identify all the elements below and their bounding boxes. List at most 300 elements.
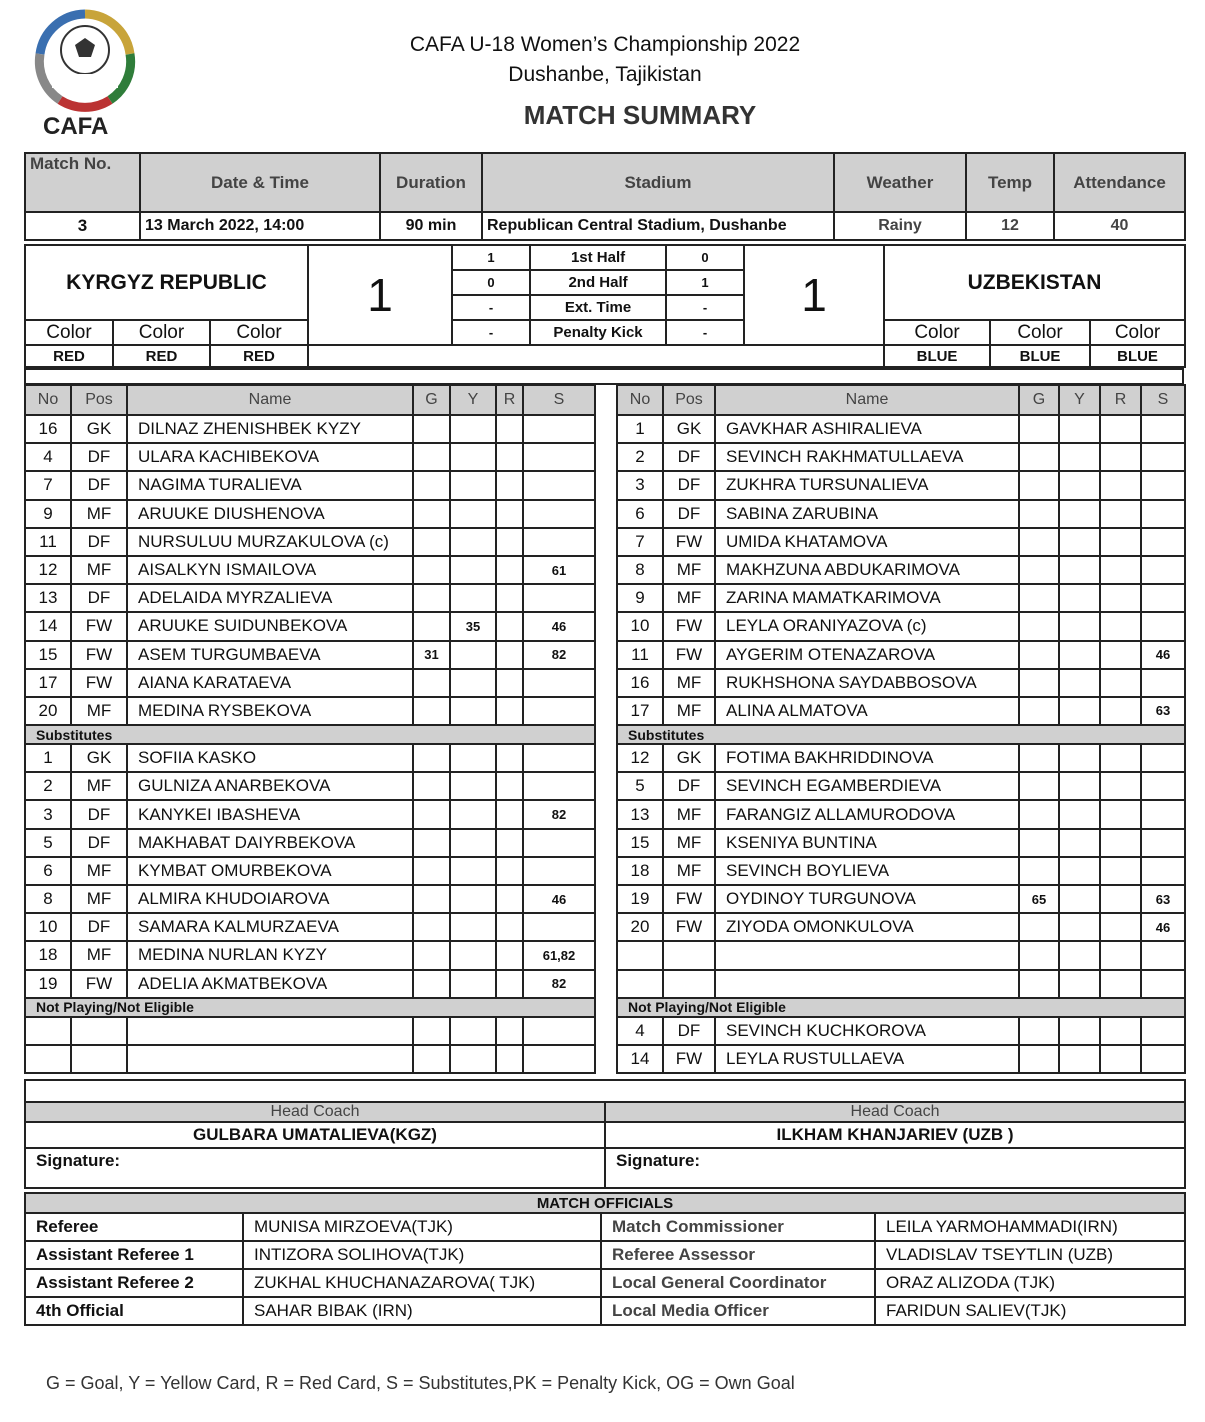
player-row: [25, 1045, 595, 1073]
player-g: [413, 612, 450, 640]
document-title: MATCH SUMMARY: [523, 100, 757, 130]
player-row: [25, 612, 595, 640]
score-table: [24, 244, 1186, 368]
player-row: [25, 415, 595, 443]
player-g: [1019, 913, 1059, 941]
official-name: FARIDUN SALIEV(TJK): [875, 1297, 1185, 1325]
player-r: [496, 697, 523, 725]
player-g: [413, 669, 450, 697]
player-r: [496, 443, 523, 471]
player-s: [1141, 415, 1185, 443]
player-pos: [71, 1017, 127, 1045]
player-r: [496, 970, 523, 998]
player-s: [1141, 772, 1185, 800]
official-role: Local Media Officer: [601, 1297, 875, 1325]
home-color-label-2: Color: [113, 320, 210, 345]
player-r: [1100, 1017, 1141, 1045]
player-r: [1100, 443, 1141, 471]
player-pos: MF: [71, 500, 127, 528]
player-pos: [663, 941, 715, 969]
player-pos: MF: [71, 697, 127, 725]
player-y: [1059, 885, 1100, 913]
player-name: SABINA ZARUBINA: [715, 500, 1019, 528]
player-no: 19: [617, 885, 663, 913]
away-color-2: BLUE: [990, 345, 1090, 367]
player-y: [1059, 641, 1100, 669]
official-role: Assistant Referee 2: [25, 1269, 243, 1297]
player-no: 1: [617, 415, 663, 443]
player-s: 46: [1141, 913, 1185, 941]
value-match-no: 3: [25, 212, 140, 240]
player-g: [413, 471, 450, 499]
player-g: [413, 885, 450, 913]
player-name: UMIDA KHATAMOVA: [715, 528, 1019, 556]
section-np_label: Not Playing/Not Eligible: [617, 998, 1185, 1017]
value-attendance: 40: [1054, 212, 1185, 240]
player-g: [413, 772, 450, 800]
player-r: [1100, 829, 1141, 857]
player-y: [450, 885, 496, 913]
player-pos: MF: [71, 885, 127, 913]
player-g: [413, 415, 450, 443]
player-row: [25, 556, 595, 584]
player-no: 2: [617, 443, 663, 471]
player-r: [1100, 556, 1141, 584]
player-y: [1059, 800, 1100, 828]
player-pos: DF: [71, 584, 127, 612]
player-no: 9: [617, 584, 663, 612]
player-r: [496, 500, 523, 528]
player-name: AYGERIM OTENAZAROVA: [715, 641, 1019, 669]
player-pos: FW: [71, 970, 127, 998]
player-y: [450, 829, 496, 857]
official-name: ORAZ ALIZODA (TJK): [875, 1269, 1185, 1297]
official-role: Local General Coordinator: [601, 1269, 875, 1297]
player-s: [523, 913, 595, 941]
player-row: [617, 584, 1185, 612]
player-r: [496, 556, 523, 584]
player-no: [25, 1017, 71, 1045]
player-no: 7: [617, 528, 663, 556]
player-no: 20: [25, 697, 71, 725]
player-s: [1141, 970, 1185, 998]
player-s: [1141, 669, 1185, 697]
player-pos: DF: [663, 500, 715, 528]
official-name: INTIZORA SOLIHOVA(TJK): [243, 1241, 601, 1269]
officials-title: MATCH OFFICIALS: [25, 1193, 1185, 1213]
player-name: NURSULUU MURZAKULOVA (c): [127, 528, 413, 556]
player-r: [496, 885, 523, 913]
player-pos: [663, 970, 715, 998]
player-g: [1019, 829, 1059, 857]
player-g: [1019, 772, 1059, 800]
player-g: [1019, 800, 1059, 828]
away-1st-half: 0: [666, 245, 744, 270]
score-spacer: [308, 345, 884, 367]
home-1st-half: 1: [452, 245, 530, 270]
player-pos: MF: [663, 800, 715, 828]
player-y: [450, 772, 496, 800]
away-color-label-3: Color: [1090, 320, 1185, 345]
player-r: [1100, 500, 1141, 528]
player-no: 16: [25, 415, 71, 443]
home-ext-time: -: [452, 295, 530, 320]
player-r: [496, 528, 523, 556]
player-s: 82: [523, 970, 595, 998]
official-row: [25, 1297, 1185, 1325]
player-name: ZIYODA OMONKULOVA: [715, 913, 1019, 941]
player-row: [617, 913, 1185, 941]
player-g: [413, 528, 450, 556]
player-pos: DF: [71, 800, 127, 828]
player-name: GULNIZA ANARBEKOVA: [127, 772, 413, 800]
official-name: VLADISLAV TSEYTLIN (UZB): [875, 1241, 1185, 1269]
column-header-name: Name: [715, 385, 1019, 415]
column-header-no: No: [25, 385, 71, 415]
official-role: Referee: [25, 1213, 243, 1241]
player-y: [450, 857, 496, 885]
coach-spacer: [25, 1080, 1185, 1102]
player-pos: FW: [663, 528, 715, 556]
away-color-3: BLUE: [1090, 345, 1185, 367]
player-s: [523, 471, 595, 499]
player-g: [1019, 415, 1059, 443]
coach-table: [24, 1079, 1186, 1189]
player-pos: MF: [71, 857, 127, 885]
player-name: OYDINOY TURGUNOVA: [715, 885, 1019, 913]
away-coach-label: Head Coach: [605, 1102, 1185, 1122]
player-name: SAMARA KALMURZAEVA: [127, 913, 413, 941]
legend-text: G = Goal, Y = Yellow Card, R = Red Card, S = Substitutes,PK = Penalty Kick, OG = Own Goal: [46, 1373, 795, 1393]
official-role: Assistant Referee 1: [25, 1241, 243, 1269]
player-pos: FW: [71, 669, 127, 697]
player-s: [523, 669, 595, 697]
player-y: [450, 800, 496, 828]
player-pos: MF: [663, 857, 715, 885]
official-role: Match Commissioner: [601, 1213, 875, 1241]
player-y: 35: [450, 612, 496, 640]
player-row: [25, 829, 595, 857]
player-s: [523, 415, 595, 443]
player-s: [1141, 941, 1185, 969]
label-stadium: Stadium: [482, 153, 834, 212]
column-header-y: Y: [1059, 385, 1100, 415]
away-roster-table: [616, 384, 1186, 1074]
away-penalty: -: [666, 320, 744, 345]
home-signature: Signature:: [25, 1148, 605, 1188]
match-info-table: [24, 152, 1186, 241]
player-r: [1100, 415, 1141, 443]
home-2nd-half: 0: [452, 270, 530, 295]
player-pos: DF: [71, 913, 127, 941]
player-name: [127, 1017, 413, 1045]
player-s: [523, 772, 595, 800]
away-signature: Signature:: [605, 1148, 1185, 1188]
player-g: [413, 1045, 450, 1073]
player-no: 2: [25, 772, 71, 800]
player-row: [617, 528, 1185, 556]
player-g: [1019, 669, 1059, 697]
column-header-g: G: [413, 385, 450, 415]
player-row: [617, 612, 1185, 640]
home-coach-name: GULBARA UMATALIEVA(KGZ): [25, 1122, 605, 1148]
period-ext-time: Ext. Time: [530, 295, 666, 320]
player-y: [450, 528, 496, 556]
official-row: [25, 1269, 1185, 1297]
player-r: [496, 772, 523, 800]
official-row: [25, 1213, 1185, 1241]
player-row: [25, 471, 595, 499]
player-s: [1141, 744, 1185, 772]
player-row: [617, 800, 1185, 828]
player-no: 20: [617, 913, 663, 941]
player-y: [1059, 471, 1100, 499]
column-header-r: R: [1100, 385, 1141, 415]
player-pos: FW: [663, 641, 715, 669]
player-r: [1100, 471, 1141, 499]
label-attendance: Attendance: [1054, 153, 1185, 212]
player-pos: FW: [663, 913, 715, 941]
player-row: [25, 800, 595, 828]
player-row: [25, 584, 595, 612]
player-g: [413, 697, 450, 725]
player-pos: MF: [71, 772, 127, 800]
player-g: [1019, 528, 1059, 556]
player-row: [25, 528, 595, 556]
player-name: SEVINCH BOYLIEVA: [715, 857, 1019, 885]
player-pos: DF: [663, 772, 715, 800]
player-r: [496, 584, 523, 612]
player-y: [450, 500, 496, 528]
player-y: [1059, 1045, 1100, 1073]
player-g: [413, 556, 450, 584]
player-pos: FW: [663, 885, 715, 913]
player-row: [617, 556, 1185, 584]
player-r: [496, 744, 523, 772]
away-color-label-2: Color: [990, 320, 1090, 345]
player-s: [523, 857, 595, 885]
column-header-name: Name: [127, 385, 413, 415]
player-no: [25, 1045, 71, 1073]
player-row: [25, 913, 595, 941]
value-duration: 90 min: [380, 212, 482, 240]
period-2nd-half: 2nd Half: [530, 270, 666, 295]
player-pos: GK: [71, 415, 127, 443]
player-pos: GK: [71, 744, 127, 772]
player-g: [413, 829, 450, 857]
player-r: [1100, 1045, 1141, 1073]
value-stadium: Republican Central Stadium, Dushanbe: [482, 212, 834, 240]
player-pos: GK: [663, 744, 715, 772]
player-g: [1019, 744, 1059, 772]
column-header-r: R: [496, 385, 523, 415]
player-g: [413, 941, 450, 969]
player-r: [496, 857, 523, 885]
column-header-s: S: [1141, 385, 1185, 415]
player-pos: DF: [71, 829, 127, 857]
player-y: [1059, 697, 1100, 725]
player-name: ADELAIDA MYRZALIEVA: [127, 584, 413, 612]
player-y: [1059, 970, 1100, 998]
player-row: [617, 829, 1185, 857]
player-y: [450, 744, 496, 772]
player-r: [1100, 772, 1141, 800]
player-y: [450, 970, 496, 998]
player-y: [1059, 528, 1100, 556]
player-no: 13: [617, 800, 663, 828]
player-row: [25, 443, 595, 471]
player-row: [617, 857, 1185, 885]
player-row: [617, 443, 1185, 471]
player-name: FOTIMA BAKHRIDDINOVA: [715, 744, 1019, 772]
player-no: 15: [617, 829, 663, 857]
player-g: [1019, 641, 1059, 669]
player-s: 63: [1141, 697, 1185, 725]
player-g: [1019, 857, 1059, 885]
player-row: [25, 500, 595, 528]
player-g: [413, 744, 450, 772]
player-s: 61: [523, 556, 595, 584]
player-s: [523, 443, 595, 471]
player-g: [1019, 1045, 1059, 1073]
player-no: 5: [25, 829, 71, 857]
officials-table: [24, 1192, 1186, 1326]
player-name: MEDINA RYSBEKOVA: [127, 697, 413, 725]
player-g: [1019, 1017, 1059, 1045]
period-penalty-kick: Penalty Kick: [530, 320, 666, 345]
player-g: [413, 970, 450, 998]
home-total-score: 1: [308, 245, 452, 345]
player-no: 3: [25, 800, 71, 828]
player-pos: MF: [663, 669, 715, 697]
player-r: [1100, 970, 1141, 998]
player-name: NAGIMA TURALIEVA: [127, 471, 413, 499]
player-g: [413, 500, 450, 528]
player-no: 3: [617, 471, 663, 499]
home-color-2: RED: [113, 345, 210, 367]
player-g: [1019, 612, 1059, 640]
player-row: [617, 697, 1185, 725]
player-row: [25, 669, 595, 697]
player-no: 13: [25, 584, 71, 612]
value-weather: Rainy: [834, 212, 966, 240]
label-weather: Weather: [834, 153, 966, 212]
player-no: [617, 941, 663, 969]
player-name: KANYKEI IBASHEVA: [127, 800, 413, 828]
player-g: [413, 443, 450, 471]
player-y: [1059, 913, 1100, 941]
away-coach-name: ILKHAM KHANJARIEV (UZB ): [605, 1122, 1185, 1148]
cafa-logo: [30, 8, 140, 138]
player-name: FARANGIZ ALLAMURODOVA: [715, 800, 1019, 828]
player-s: 63: [1141, 885, 1185, 913]
away-total-score: 1: [744, 245, 884, 345]
player-s: [523, 1017, 595, 1045]
player-no: 6: [617, 500, 663, 528]
player-g: [1019, 500, 1059, 528]
player-y: [450, 697, 496, 725]
player-s: 61,82: [523, 941, 595, 969]
championship-location: Dushanbe, Tajikistan: [508, 63, 702, 86]
player-y: [1059, 1017, 1100, 1045]
column-header-pos: Pos: [663, 385, 715, 415]
official-name: ZUKHAL KHUCHANAZAROVA( TJK): [243, 1269, 601, 1297]
player-r: [496, 913, 523, 941]
away-team-name: UZBEKISTAN: [884, 245, 1185, 320]
player-g: [413, 800, 450, 828]
label-match-no: Match No.: [25, 153, 140, 212]
player-s: [1141, 443, 1185, 471]
away-ext-time: -: [666, 295, 744, 320]
player-no: 1: [25, 744, 71, 772]
player-no: 17: [617, 697, 663, 725]
player-name: ARUUKE DIUSHENOVA: [127, 500, 413, 528]
player-r: [496, 1045, 523, 1073]
player-name: ZUKHRA TURSUNALIEVA: [715, 471, 1019, 499]
player-g: [413, 913, 450, 941]
player-s: [523, 584, 595, 612]
player-y: [450, 913, 496, 941]
player-no: 8: [25, 885, 71, 913]
official-role: 4th Official: [25, 1297, 243, 1325]
away-2nd-half: 1: [666, 270, 744, 295]
away-color-1: BLUE: [884, 345, 990, 367]
player-name: LEYLA RUSTULLAEVA: [715, 1045, 1019, 1073]
player-no: 5: [617, 772, 663, 800]
player-row: [25, 941, 595, 969]
player-y: [1059, 829, 1100, 857]
player-s: [1141, 500, 1185, 528]
player-name: AISALKYN ISMAILOVA: [127, 556, 413, 584]
player-row: [25, 1017, 595, 1045]
player-no: 18: [25, 941, 71, 969]
player-no: 10: [25, 913, 71, 941]
player-row: [617, 500, 1185, 528]
player-g: [1019, 556, 1059, 584]
player-pos: GK: [663, 415, 715, 443]
player-row: [617, 744, 1185, 772]
player-y: [450, 1017, 496, 1045]
player-y: [1059, 612, 1100, 640]
section-subs_label: Substitutes: [617, 725, 1185, 744]
player-s: 46: [523, 885, 595, 913]
player-r: [496, 415, 523, 443]
player-name: ALINA ALMATOVA: [715, 697, 1019, 725]
player-no: 4: [25, 443, 71, 471]
player-y: [450, 941, 496, 969]
column-header-y: Y: [450, 385, 496, 415]
player-no: [617, 970, 663, 998]
player-pos: MF: [663, 556, 715, 584]
official-role: Referee Assessor: [601, 1241, 875, 1269]
home-color-label-3: Color: [210, 320, 308, 345]
player-g: 65: [1019, 885, 1059, 913]
player-row: [617, 1045, 1185, 1073]
player-no: 10: [617, 612, 663, 640]
player-name: ARUUKE SUIDUNBEKOVA: [127, 612, 413, 640]
player-r: [1100, 697, 1141, 725]
value-temp: 12: [966, 212, 1054, 240]
player-row: [25, 772, 595, 800]
player-pos: MF: [663, 697, 715, 725]
home-penalty: -: [452, 320, 530, 345]
player-no: 18: [617, 857, 663, 885]
player-y: [1059, 744, 1100, 772]
official-name: SAHAR BIBAK (IRN): [243, 1297, 601, 1325]
player-name: SEVINCH KUCHKOROVA: [715, 1017, 1019, 1045]
player-name: SOFIIA KASKO: [127, 744, 413, 772]
player-pos: DF: [663, 443, 715, 471]
